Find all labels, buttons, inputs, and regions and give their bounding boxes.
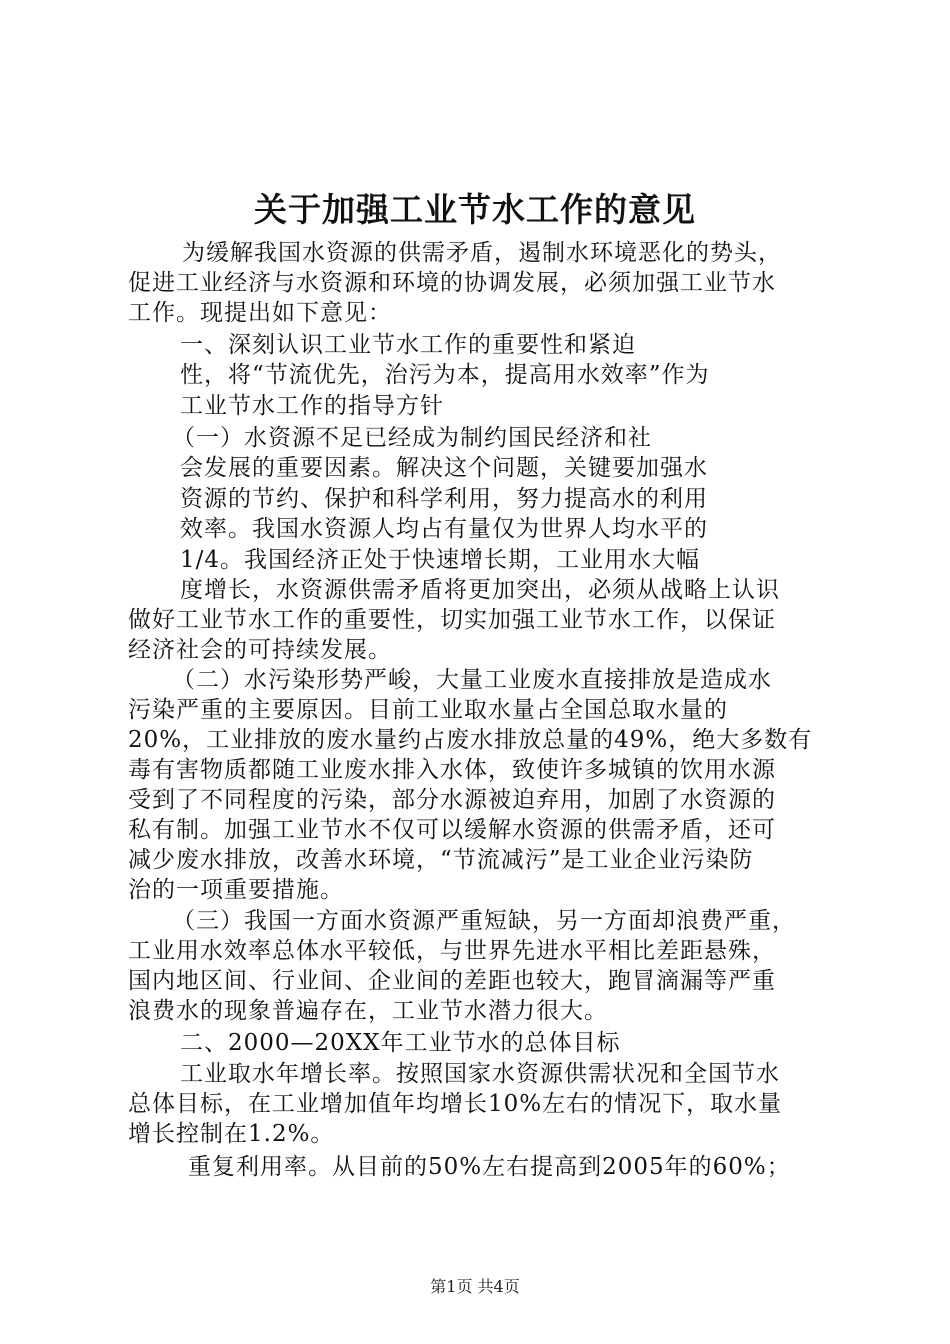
- paragraph-line: 工业取水年增长率。按照国家水资源供需状况和全国节水: [180, 1061, 780, 1087]
- paragraph-line: 重复利用率。从目前的50%左右提高到2005年的60%；: [188, 1154, 791, 1180]
- page-title: 关于加强工业节水工作的意见: [254, 190, 696, 229]
- page-footer: 第1页 共4页: [430, 1277, 520, 1296]
- paragraph-line: 毒有害物质都随工业废水排入水体，致使许多城镇的饮用水源: [128, 757, 776, 783]
- paragraph-line: 增长控制在1.2%。: [128, 1121, 335, 1147]
- paragraph-line: （一）水资源不足已经成为制约国民经济和社: [172, 425, 652, 451]
- paragraph-line: 污染严重的主要原因。目前工业取水量占全国总取水量的: [128, 697, 728, 723]
- paragraph-line: （二）水污染形势严峻，大量工业废水直接排放是造成水: [172, 667, 772, 693]
- paragraph-line: 经济社会的可持续发展。: [128, 637, 392, 663]
- paragraph-line: 国内地区间、行业间、企业间的差距也较大，跑冒滴漏等严重: [128, 968, 776, 994]
- paragraph-line: 会发展的重要因素。解决这个问题，关键要加强水: [180, 455, 708, 481]
- paragraph-line: 资源的节约、保护和科学利用，努力提高水的利用: [180, 486, 708, 512]
- paragraph-line: 做好工业节水工作的重要性，切实加强工业节水工作，以保证: [128, 607, 776, 633]
- paragraph-line: 为缓解我国水资源的供需矛盾，遏制水环境恶化的势头，: [182, 240, 782, 266]
- paragraph-line: （三）我国一方面水资源严重短缺，另一方面却浪费严重，: [172, 908, 796, 934]
- paragraph-line: 私有制。加强工业节水不仅可以缓解水资源的供需矛盾，还可: [128, 817, 776, 843]
- paragraph-line: 工作。现提出如下意见：: [128, 300, 392, 326]
- paragraph-line: 减少废水排放，改善水环境，“节流减污”是工业企业污染防: [128, 847, 754, 873]
- section-heading-line: 二、2000—20XX年工业节水的总体目标: [180, 1030, 621, 1056]
- paragraph-line: 受到了不同程度的污染，部分水源被迫弃用，加剧了水资源的: [128, 787, 776, 813]
- paragraph-line: 工业用水效率总体水平较低，与世界先进水平相比差距悬殊，: [128, 938, 776, 964]
- paragraph-line: 浪费水的现象普遍存在，工业节水潜力很大。: [128, 998, 608, 1024]
- paragraph-line: 总体目标，在工业增加值年均增长10%左右的情况下，取水量: [128, 1091, 783, 1117]
- section-heading-line: 工业节水工作的指导方针: [180, 393, 444, 419]
- paragraph-line: 促进工业经济与水资源和环境的协调发展，必须加强工业节水: [128, 270, 776, 296]
- paragraph-line: 治的一项重要措施。: [128, 877, 344, 903]
- paragraph-line: 度增长，水资源供需矛盾将更加突出，必须从战略上认识: [180, 577, 780, 603]
- paragraph-line: 20%，工业排放的废水量约占废水排放总量的49%，绝大多数有: [128, 727, 813, 753]
- section-heading-line: 性，将“节流优先，治污为本，提高用水效率”作为: [180, 362, 710, 388]
- paragraph-line: 效率。我国水资源人均占有量仅为世界人均水平的: [180, 516, 708, 542]
- paragraph-line: 1/4。我国经济正处于快速增长期，工业用水大幅: [180, 547, 701, 573]
- section-heading-line: 一、深刻认识工业节水工作的重要性和紧迫: [180, 332, 636, 358]
